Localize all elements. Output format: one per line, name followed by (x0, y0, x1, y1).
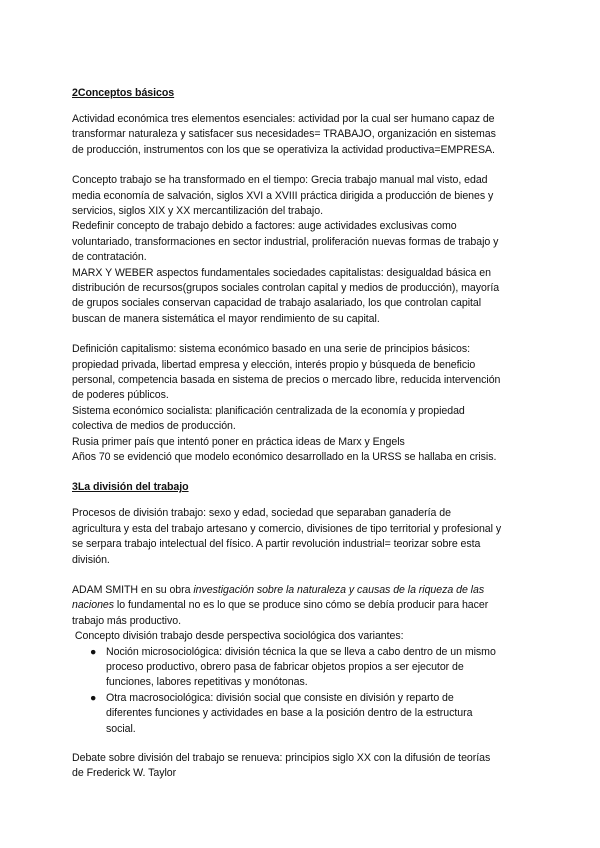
text-line: Definición capitalismo: sistema económico basado en una serie de principios básicos: (72, 343, 470, 356)
text-line (72, 598, 530, 613)
text-line: Años 70 se evidenció que modelo económico desarrollado en la URSS se hallaba en crisis. (72, 451, 497, 464)
text-line: Actividad económica tres elementos esenciales: actividad por la cual ser humano capaz de (72, 112, 495, 125)
paragraph-concepto-trabajo (72, 173, 530, 327)
text-line: trabajo más productivo. (72, 614, 181, 627)
text-line: de contratación. (72, 251, 147, 264)
text-line: Concepto trabajo se ha transformado en el tiempo: Grecia trabajo manual mal visto, edad (72, 174, 488, 187)
text-line: agricultura y esta del trabajo artesano y comercio, divisiones de tipo territorial y profesional y (72, 522, 502, 535)
text-line: Rusia primer país que intentó poner en práctica ideas de Marx y Engels (72, 435, 405, 448)
text-line: de grupos sociales conservan capacidad de trabajo asalariado, los que controlan capital (72, 297, 482, 310)
text-run: ADAM SMITH en su obra (72, 583, 194, 596)
text-line (72, 583, 530, 598)
text-line: media economía de salvación, siglos XVI a XVIII práctica dirigida a producción de bienes y (72, 189, 494, 202)
text-line: colectiva de medios de producción. (72, 420, 236, 433)
book-title-italic: investigación sobre la naturaleza y causas de la riqueza de las (193, 583, 485, 596)
text-line: personal, competencia basada en sistema de precios o mercado libre, reducida intervención (72, 374, 501, 386)
text-line: MARX Y WEBER aspectos fundamentales sociedades capitalistas: desigualdad básica en (72, 266, 491, 279)
bullet-icon: ● (90, 645, 97, 658)
text-line: Procesos de división trabajo: sexo y edad, sociedad que separaban ganadería de (72, 507, 451, 520)
text-line: Noción microsociológica: división técnica la que se lleva a cabo dentro de un mismo (106, 645, 496, 658)
book-title-italic: naciones (72, 599, 115, 612)
text-line: transformar naturaleza y satisfacer sus necesidades= TRABAJO, organización en sistemas (72, 128, 496, 141)
text-line: de Frederick W. Taylor (72, 767, 177, 780)
paragraph-procesos-division (72, 506, 530, 568)
text-line: voluntariado, transformaciones en sector industrial, proliferación nuevas formas de trabajo y (72, 235, 499, 248)
text-line: Redefinir concepto de trabajo debido a factores: auge actividades exclusivas como (72, 220, 457, 233)
text-line: división. (72, 553, 110, 566)
text-line: Debate sobre división del trabajo se renueva: principios siglo XX con la difusión de teorías (72, 752, 491, 765)
list-item (72, 691, 530, 737)
text-run: lo fundamental no es lo que se produce sino cómo se debía producir para hacer (114, 599, 489, 612)
text-line: Concepto división trabajo desde perspectiva sociológica dos variantes: (72, 630, 404, 643)
paragraph-actividad-economica (72, 112, 530, 158)
text-line: distribución de recursos(grupos sociales controlan capital y medios de producción), mayoría (72, 281, 500, 294)
list-item (72, 645, 530, 691)
paragraph-debate-taylor (72, 751, 530, 782)
text-line: Otra macrosociológica: división social que consiste en división y reparto de (106, 691, 454, 704)
text-line: buscan de manera sistemática el mayor rendimiento de su capital. (72, 312, 380, 325)
section-heading-division-trabajo: 3La división del trabajo (72, 481, 189, 494)
bullet-list (72, 645, 530, 737)
paragraph-capitalismo (72, 342, 530, 465)
paragraph-adam-smith (72, 583, 530, 645)
text-line: propiedad privada, libertad empresa y elección, interés propio y búsqueda de beneficio (72, 358, 476, 371)
text-line: de producción, instrumentos con los que se operativiza la actividad productiva=EMPRESA. (72, 143, 495, 156)
text-line: social. (106, 722, 136, 735)
text-line: proceso productivo, obrero pasa de fabricar objetos propios a ser ejecutor de (106, 661, 464, 673)
text-line: se serpara trabajo intelectual del físico. A partir revolución industrial= teorizar sobre esta (72, 538, 481, 551)
text-line: Sistema económico socialista: planificación centralizada de la economía y propiedad (72, 404, 465, 417)
text-line: de poderes públicos. (72, 389, 169, 402)
text-line: servicios, siglos XIX y XX mercantilización del trabajo. (72, 204, 323, 217)
section-heading-conceptos-basicos: 2Conceptos básicos (72, 87, 175, 99)
document-body (72, 86, 530, 797)
bullet-icon: ● (90, 691, 97, 704)
text-line: diferentes funciones y actividades en base a la posición dentro de la estructura (106, 707, 473, 720)
text-line: funciones, labores repetitivas y monótonas. (106, 676, 308, 689)
